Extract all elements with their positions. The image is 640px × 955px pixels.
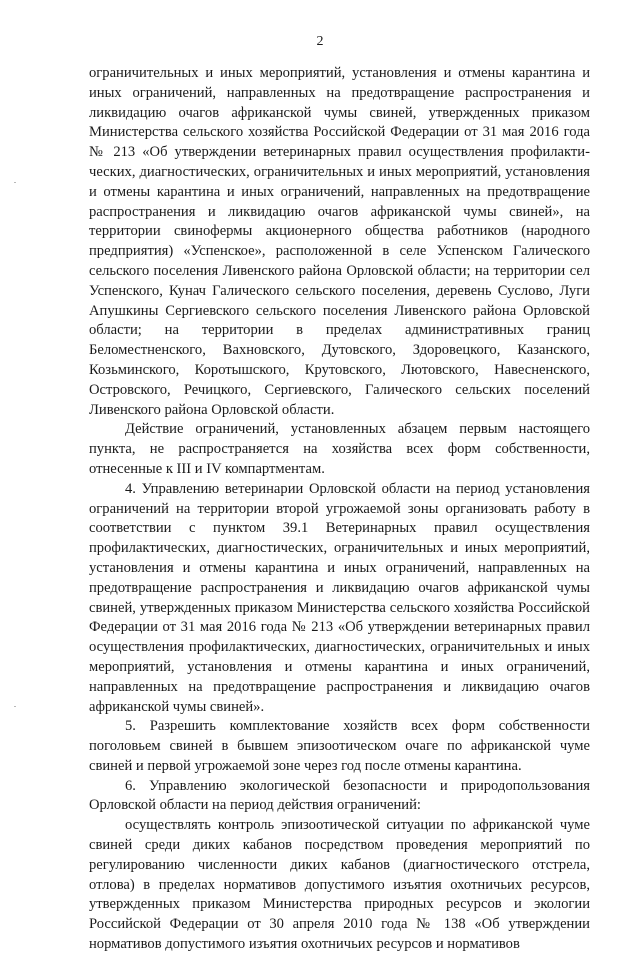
paragraph-wild-boar-control: осуществлять контроль эпизоотической ситуации по африканской чуме свиней среди диких кабанов посредством проведения мероприятий по регулированию численности диких кабанов (диагностического отстрела, отлова) в пределах нормативов допустимого изъятия охотничьих ресурсов, утвержденных приказом Министерства природных ресурсов и экологии Российской Федерации от 30 апреля 2010 года № 138 «Об утверждении нормативов допустимого изъятия охотничьих ресурсов и нормативов <box>89 817 590 953</box>
scan-speck <box>14 182 16 183</box>
paragraph-item-6-ecology: 6. Управлению экологической безопасности и природопользования Орловской области на период действия ограничений: <box>89 777 590 814</box>
scan-speck <box>14 706 16 707</box>
paragraph-compartments-exception: Действие ограничений, установленных абзацем первым настоящего пункта, не распространяется на хозяйства всех форм собственности, отнесенные к III и IV компартментам. <box>89 421 590 477</box>
page-number: 2 <box>316 34 324 49</box>
paragraph-item-5-restocking: 5. Разрешить комплектование хозяйств всех форм собственности поголовьем свиней в бывшем эпизоотическом очаге по африканской чуме свиней и первой угрожаемой зоне через год после отмены карантина. <box>89 718 590 774</box>
paragraph-item-4-veterinary: 4. Управлению ветеринарии Орловской области на период установления ограничений на территории второй угрожаемой зоны организовать работу в соответствии с пунктом 39.1 Ветеринарных правил осуществления профилактических, диагностических, ограничительных и иных мероприятий, установления и отмены карантина и иных ограничений, направленных на предотвращение распространения и ликвидацию очагов африканской чумы свиней, утвержденных приказом Министерства сельского хозяйства Российской Федерации от 31 мая 2016 года № 213 «Об утверждении ветеринарных правил осуществления профилактических, диагностических, ограничительных и иных мероприятий, установления и отмены карантина и иных ограничений, направленных на предотвращение распространения и ликвидацию очагов африканской чумы свиней». <box>89 480 590 715</box>
paragraph-restrictions-territory: ограничительных и иных мероприятий, установления и отмены карантина и иных ограничений, направленных на предотвращение распространения и ликвидацию очагов африканской чумы свиней, утвержденных приказом Министерства сельского хозяйства Российской Федерации от 31 мая 2016 года № 213 «Об утверждении ветеринарных правил осуществления профилактических, диагностических, ограничительных и иных мероприятий, установления и отмены карантина и иных ограничений, направленных на предотвращение распространения и ликвидацию очагов африканской чумы свиней», на территории свинофермы акционерного общества работников (народного предприятия) «Успенское», расположенной в селе Успенском Галического сельского поселения Ливенского района Орловской области; на территории сел Успенского, Кунач Галического сельского поселения, деревень Суслово, Луги Апушкины Сергиевского сельского поселения Ливенского района Орловской области; на территории в пределах административных границ Беломестненского, Вахновского, Дутовского, Здоровецкого, Казанского, Козьминского, Коротышского, Крутовского, Лютовского, Навесненского, Островского, Речицкого, Сергиевского, Галического сельских поселений Ливенского района Орловской области. <box>89 65 590 418</box>
document-body <box>89 64 590 955</box>
